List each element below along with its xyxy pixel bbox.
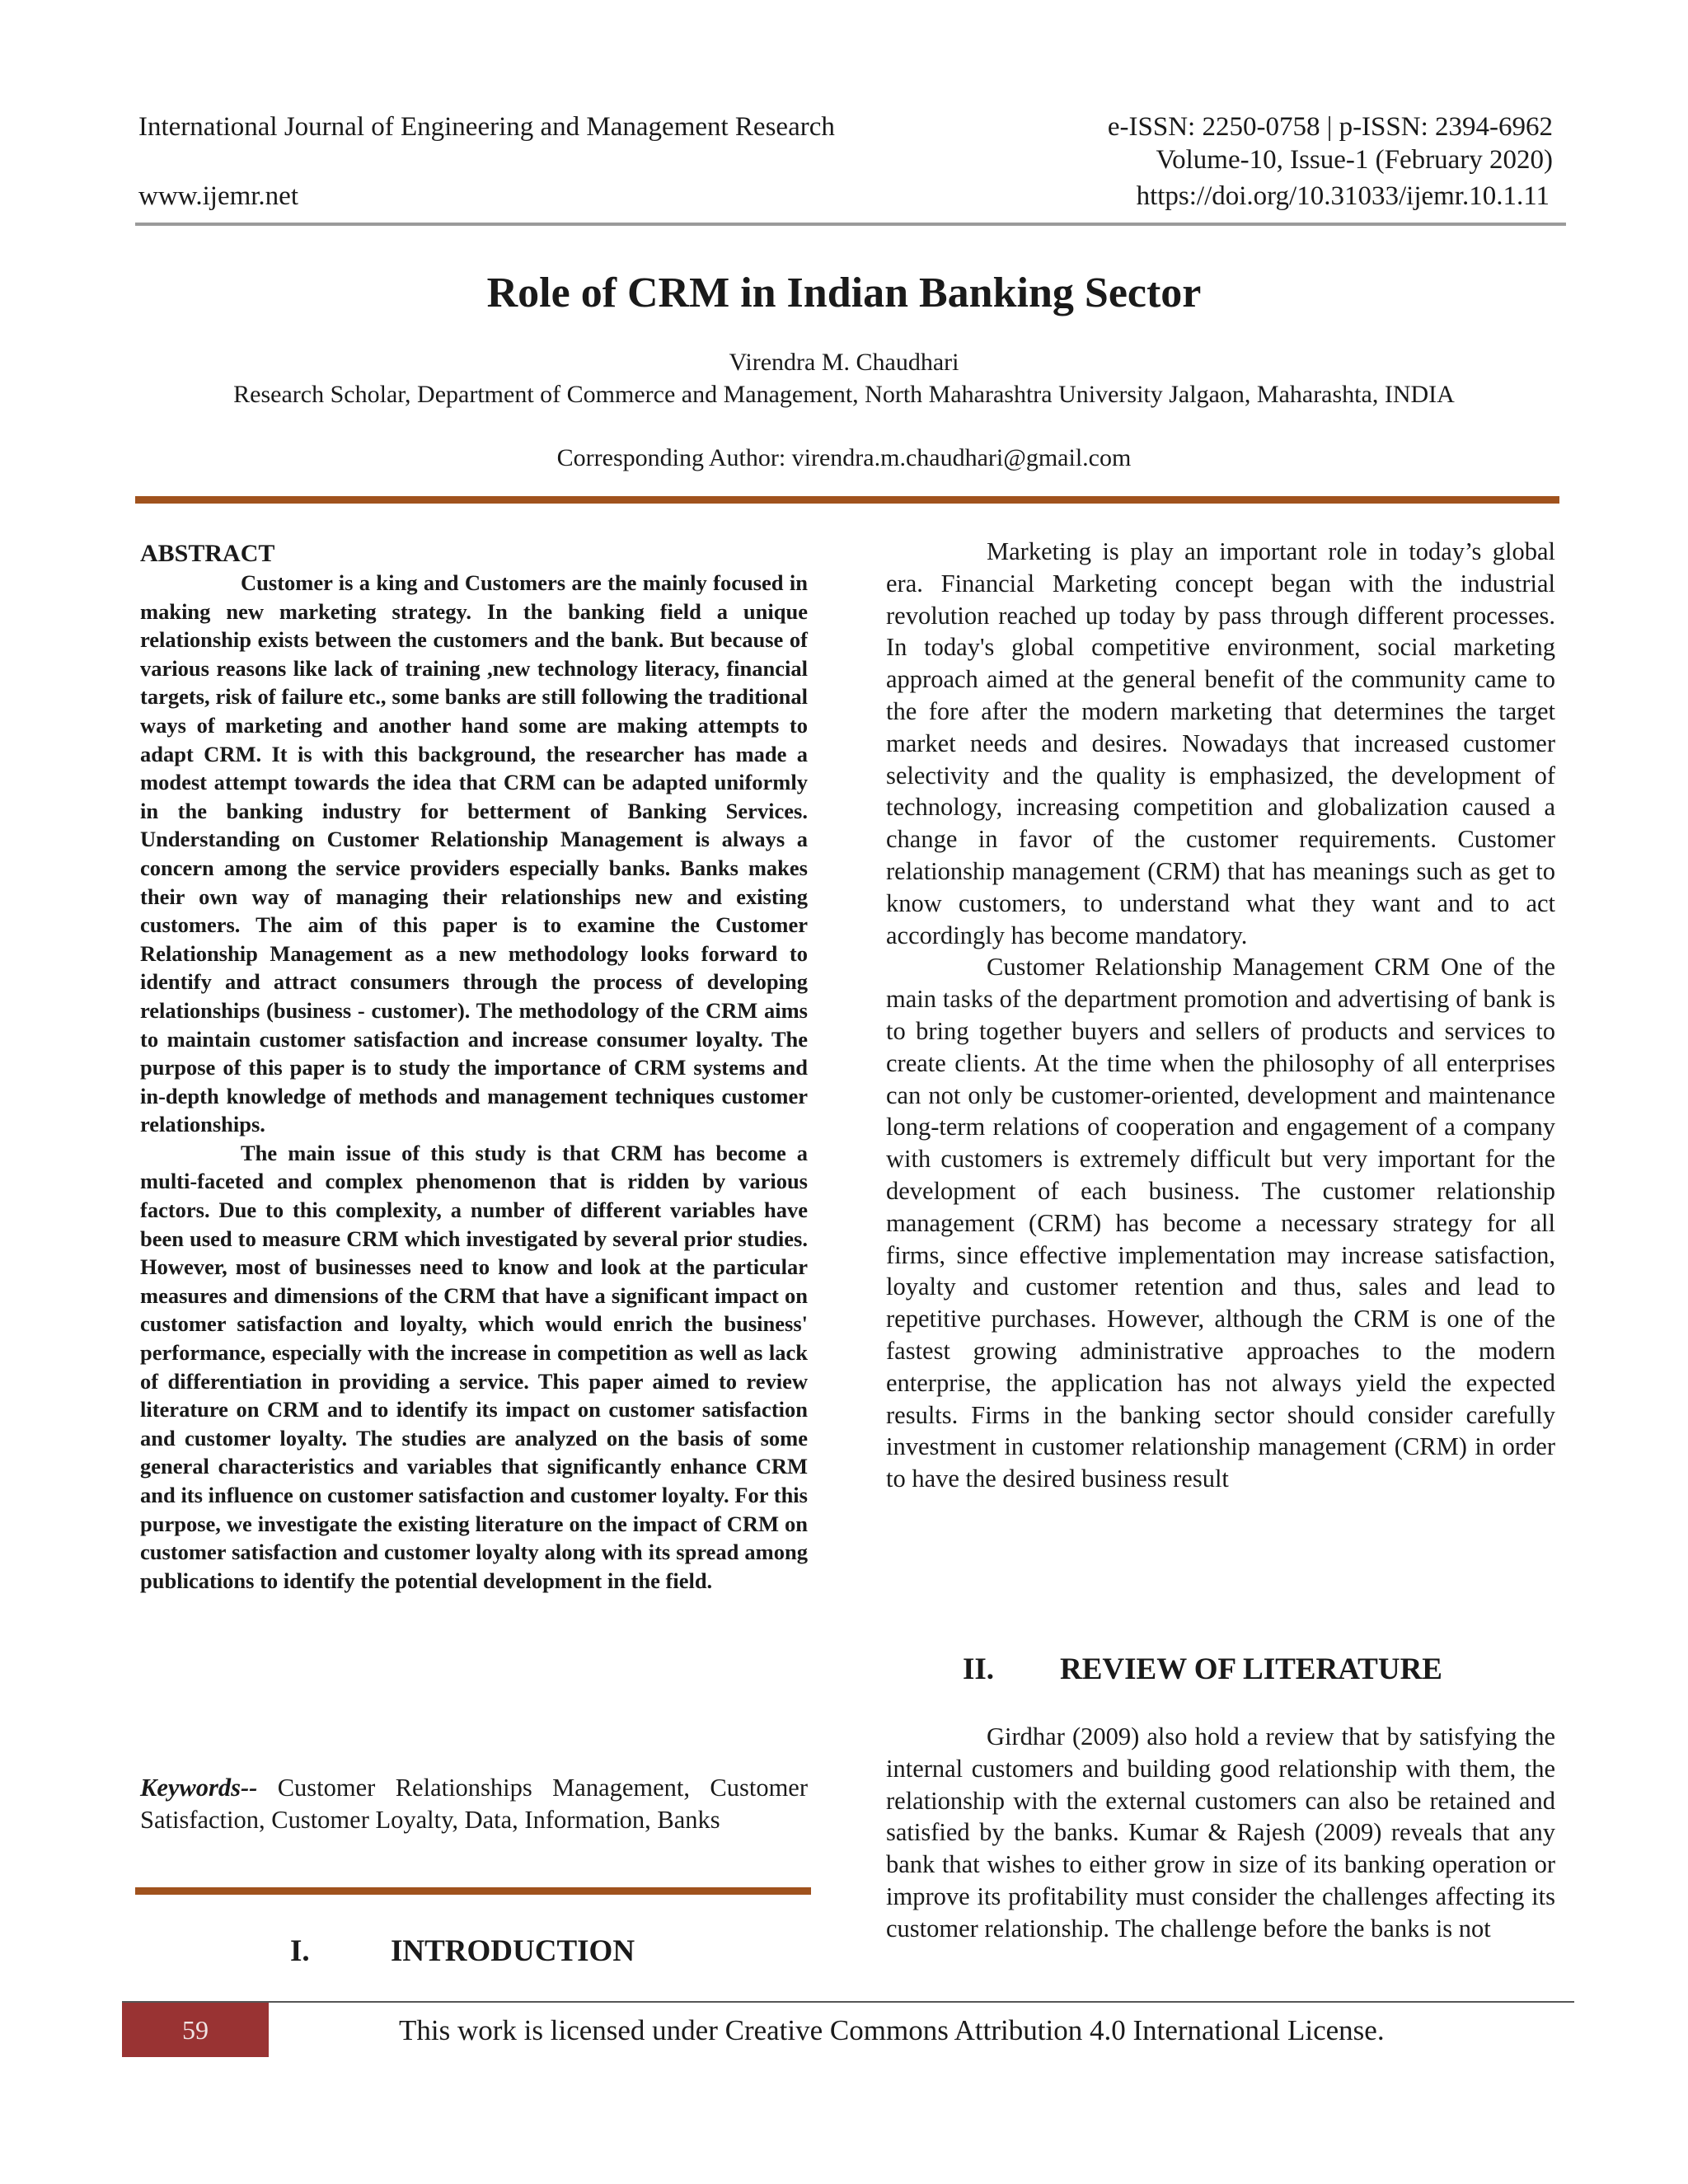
introduction-heading	[290, 1933, 635, 1970]
section-title: REVIEW OF LITERATURE	[1060, 1652, 1442, 1686]
body-paragraph: Customer Relationship Management CRM One of the main tasks of the department promotion and advertising of bank is to bring together buyers and sellers of products and services to create clients. At the time when the philosophy of all enterprises can not only be customer-oriented, development and maintenance long-term relations of cooperation and engagement of a company with customers is extremely difficult but very important for the development of each business. The customer relationship management (CRM) has become a necessary strategy for all firms, since effective implementation may increase satisfaction, loyalty and customer retention and thus, sales and lead to repetitive purchases. However, although the CRM is one of the fastest growing administrative approaches to the modern enterprise, the application has not always yield the expected results. Firms in the banking sector should consider carefully investment in customer relationship management (CRM) in order to have the desired business result	[886, 953, 1555, 1493]
issn-line: e-ISSN: 2250-0758 | p-ISSN: 2394-6962	[1107, 112, 1553, 142]
abstract-heading: ABSTRACT	[140, 540, 275, 567]
review-heading	[963, 1652, 1442, 1688]
body-paragraph: Marketing is play an important role in today’s global era. Financial Marketing concept began with the industrial revolution reached up today by pass through different processes. In today's global competitive environment, social marketing approach aimed at the general benefit of the community came to the fore after the modern marketing that determines the target market needs and desires. Nowadays that increased customer selectivity and the quality is emphasized, the development of technology, increasing competition and globalization caused a change in favor of the customer requirements. Customer relationship management (CRM) that has meanings such as get to know customers, to understand what they want and to act accordingly has become mandatory.	[886, 537, 1555, 949]
paper-title: Role of CRM in Indian Banking Sector	[486, 269, 1202, 316]
keywords-label: Keywords--	[140, 1774, 258, 1802]
footer-rule	[122, 2001, 1574, 2003]
page-number: 59	[122, 2003, 269, 2057]
volume-line: Volume-10, Issue-1 (February 2020)	[1156, 145, 1553, 175]
journal-name: International Journal of Engineering and Management Research	[138, 112, 835, 142]
author-affiliation: Research Scholar, Department of Commerce and Management, North Maharashtra University Jalgaon, Maharashta, INDIA	[233, 381, 1455, 408]
section-title: INTRODUCTION	[391, 1934, 635, 1968]
introduction-body	[886, 536, 1555, 1495]
abstract-paragraph: The main issue of this study is that CRM has become a multi-faceted and complex phenomenon that is ridden by various factors. Due to this complexity, a number of different variables have been used to measure CRM which investigated by several prior studies. However, most of businesses need to know and look at the particular measures and dimensions of the CRM that have a significant impact on customer satisfaction and loyalty, which would enrich the business' performance, especially with the increase in competition as well as lack of differentiation in providing a service. This paper aimed to review literature on CRM and to identify its impact on customer satisfaction and customer loyalty. The studies are analyzed on the basis of some general characteristics and variables that significantly enhance CRM and its influence on customer satisfaction and customer loyalty. For this purpose, we investigate the existing literature on the impact of CRM on customer satisfaction and customer loyalty along with its spread among publications to identify the potential development in the field.	[140, 1140, 808, 1593]
corresponding-author: Corresponding Author: virendra.m.chaudhari@gmail.com	[556, 444, 1132, 471]
keywords	[140, 1772, 808, 1836]
doi-link[interactable]: https://doi.org/10.31033/ijemr.10.1.11	[1136, 181, 1550, 211]
abstract-rule	[135, 1887, 811, 1895]
section-number: II.	[963, 1652, 995, 1686]
section-number: I.	[290, 1934, 310, 1968]
abstract-paragraph: Customer is a king and Customers are the mainly focused in making new marketing strategy. In the banking field a unique relationship exists between the customers and the bank. But because of various reasons like lack of training ,new technology literacy, financial targets, risk of failure etc., some banks are still following the traditional ways of marketing and another hand some are making attempts to adapt CRM. It is with this background, the researcher has made a modest attempt towards the idea that CRM can be adapted uniformly in the banking industry for betterment of Banking Services. Understanding on Customer Relationship Management is always a concern among the service providers especially banks. Banks makes their own way of managing their relationships new and existing customers. The aim of this paper is to examine the Customer Relationship Management as a new methodology looks forward to identify and attract consumers through the process of developing relationships (business - customer). The methodology of the CRM aims to maintain customer satisfaction and increase consumer loyalty. The purpose of this paper is to study the importance of CRM systems and in-depth knowledge of methods and management techniques customer relationships.	[140, 570, 808, 1137]
website-link[interactable]: www.ijemr.net	[138, 181, 298, 211]
author-name: Virendra M. Chaudhari	[729, 349, 959, 376]
keywords-text: Customer Relationships Management, Customer Satisfaction, Customer Loyalty, Data, Information, Banks	[140, 1774, 808, 1834]
title-rule	[135, 496, 1559, 504]
license-text: This work is licensed under Creative Commons Attribution 4.0 International License.	[399, 2014, 1385, 2046]
header-rule	[135, 223, 1566, 226]
body-paragraph: Girdhar (2009) also hold a review that by satisfying the internal customers and building good relationship with them, the relationship with the external customers can also be retained and satisfied by the banks. Kumar & Rajesh (2009) reveals that any bank that wishes to either grow in size of its banking operation or improve its profitability must consider the challenges affecting its customer relationship. The challenge before the banks is not	[886, 1722, 1555, 1943]
abstract-section	[140, 539, 808, 1595]
review-body	[886, 1721, 1555, 1945]
